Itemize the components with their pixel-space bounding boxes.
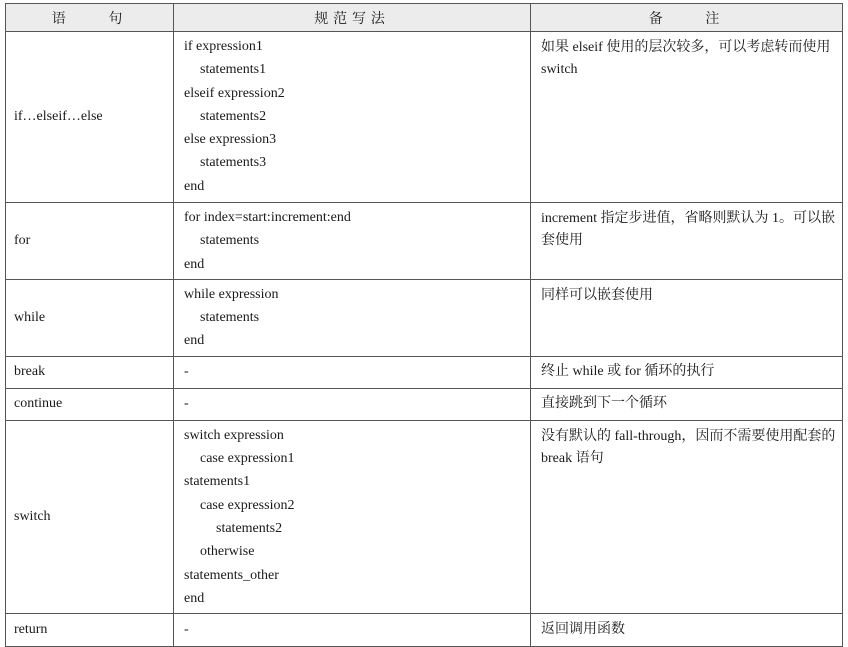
- syntax-line: else expression3: [184, 132, 277, 148]
- syntax-line: otherwise: [200, 544, 255, 560]
- statement-cell: while: [6, 279, 174, 356]
- syntax-line: statements3: [200, 155, 267, 171]
- syntax-line: statements2: [200, 108, 267, 124]
- syntax-line: statements: [200, 310, 260, 326]
- syntax-line: case expression1: [200, 451, 295, 467]
- note-cell: 直接跳到下一个循环: [531, 388, 843, 420]
- syntax-line: end: [184, 590, 205, 606]
- table-row: [6, 279, 843, 356]
- table-body: [6, 32, 843, 647]
- statement-cell: break: [6, 356, 174, 388]
- syntax-line: -: [184, 364, 189, 380]
- syntax-line: end: [184, 178, 205, 194]
- statement-cell: continue: [6, 388, 174, 420]
- table-row: [6, 388, 843, 420]
- syntax-line: statements2: [216, 520, 283, 536]
- note-cell: 同样可以嵌套使用: [531, 279, 843, 356]
- syntax-line: for index=start:increment:end: [184, 210, 351, 225]
- syntax-line: statements1: [200, 62, 267, 78]
- table-row: [6, 32, 843, 203]
- syntax-line: while expression: [184, 286, 279, 302]
- syntax-line: switch expression: [184, 427, 284, 443]
- header-statement: 语 句: [6, 4, 174, 32]
- note-cell: 没有默认的 fall-through，因而不需要使用配套的 break 语句: [531, 420, 843, 613]
- table-header-row: [6, 4, 843, 32]
- statement-cell: return: [6, 614, 174, 647]
- syntax-cell: [174, 356, 531, 388]
- note-cell: 终止 while 或 for 循环的执行: [531, 356, 843, 388]
- table-row: [6, 203, 843, 280]
- control-statements-table: [5, 3, 843, 647]
- note-cell: increment 指定步进值，省略则默认为 1。可以嵌套使用: [531, 203, 843, 280]
- syntax-cell: [174, 388, 531, 420]
- syntax-cell: [174, 614, 531, 647]
- syntax-line: -: [184, 622, 189, 638]
- statement-cell: switch: [6, 420, 174, 613]
- syntax-line: end: [184, 256, 205, 272]
- syntax-line: statements_other: [184, 567, 279, 583]
- syntax-line: statements: [200, 233, 260, 249]
- syntax-line: case expression2: [200, 497, 295, 513]
- note-cell: 返回调用函数: [531, 614, 843, 647]
- syntax-line: if expression1: [184, 39, 263, 54]
- syntax-cell: [174, 32, 531, 203]
- header-note: 备 注: [531, 4, 843, 32]
- syntax-cell: [174, 279, 531, 356]
- statement-cell: if…elseif…else: [6, 32, 174, 203]
- table-row: [6, 420, 843, 613]
- note-cell: 如果 elseif 使用的层次较多，可以考虑转而使用 switch: [531, 32, 843, 203]
- syntax-cell: [174, 420, 531, 613]
- syntax-cell: [174, 203, 531, 280]
- table-row: [6, 356, 843, 388]
- statement-cell: for: [6, 203, 174, 280]
- syntax-line: -: [184, 396, 189, 412]
- syntax-line: statements1: [184, 474, 251, 490]
- header-syntax: 规范写法: [174, 4, 531, 32]
- table-row: [6, 614, 843, 647]
- syntax-line: end: [184, 333, 205, 349]
- syntax-line: elseif expression2: [184, 85, 285, 101]
